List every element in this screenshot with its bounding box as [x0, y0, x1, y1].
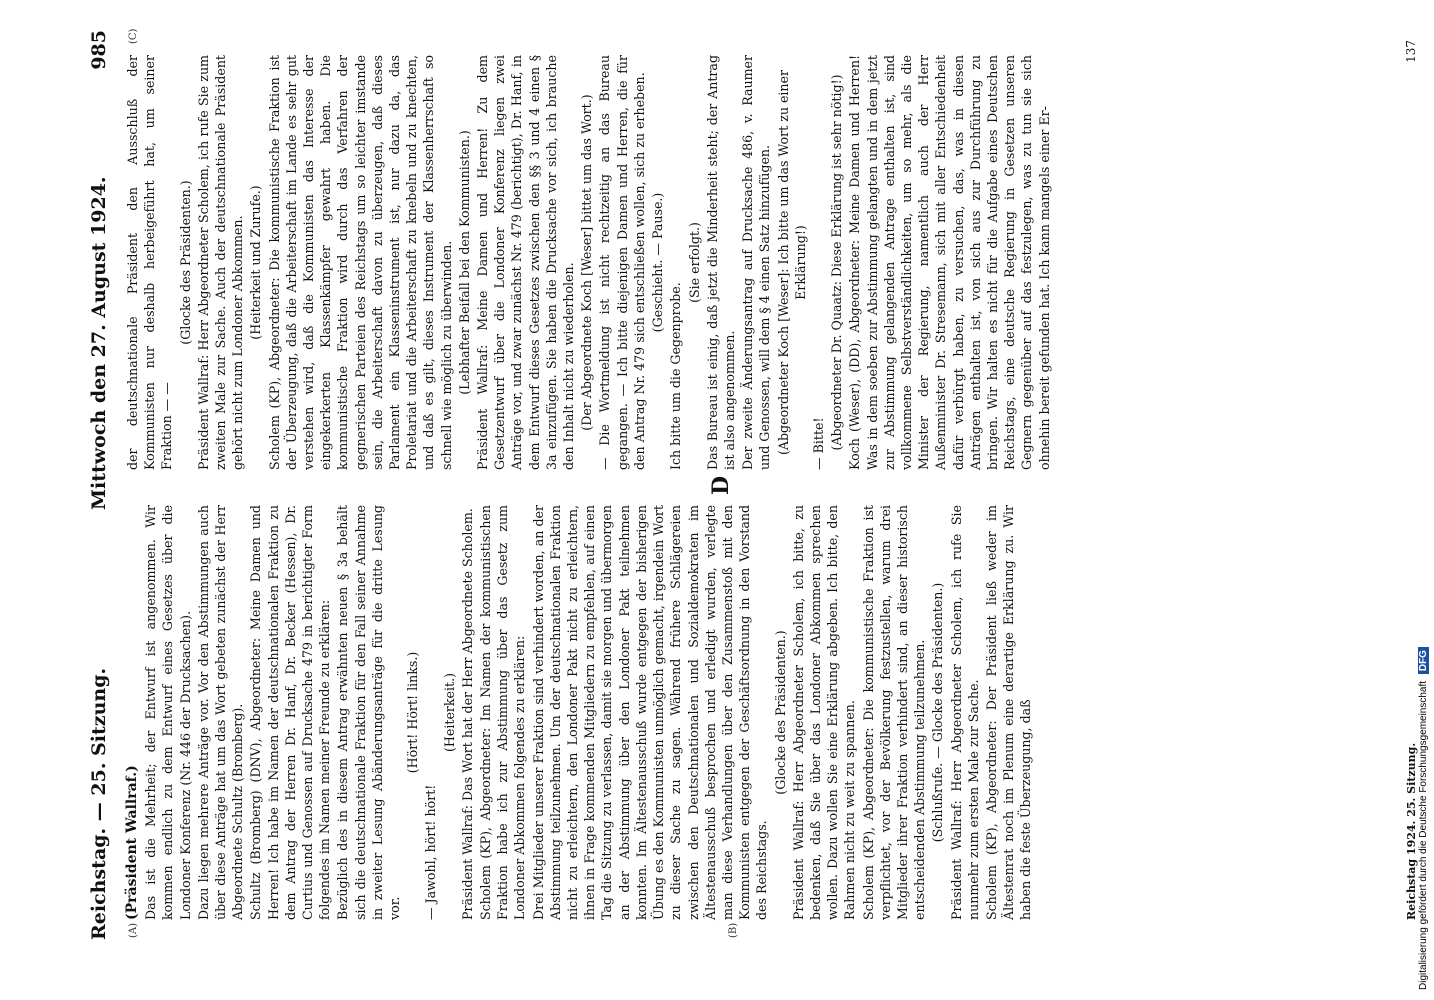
margin-marker-b: (B) — [728, 922, 739, 938]
paragraph: (Sie erfolgt.) — [686, 222, 702, 303]
paragraph: (Lebhafter Beifall bei den Kommunisten.) — [456, 130, 472, 395]
paragraph: Ich bitte um die Gegenprobe. — [668, 282, 684, 470]
paragraph: (Geschieht. — Pause.) — [650, 192, 666, 333]
paragraph: (Abgeordneter Koch [Weser]: Ich bitte um das Wort zu einer Erklärung!) — [775, 69, 808, 456]
paragraph: Das ist die Mehrheit; der Entwurf ist angenommen. Wir kommen endlich zu dem Entwurf eines Gesetzes über die Londoner Konferenz (Nr. 446 der Drucksachen). — [143, 505, 193, 920]
page-footer: Reichstag 1924. 25. Sitzung. — [1405, 742, 1418, 920]
paragraph: (Hört! Hört! links.) — [405, 651, 421, 774]
paragraph: — Bitte! — [810, 417, 826, 470]
paragraph: Drei Mitglieder unserer Fraktion sind verhindert worden, an der Abstimmung teilzunehmen. Um der deutschnationalen Fraktion nicht zu erleichtern, den Londoner Pakt nicht zu erleichtern, ihnen in Frage kommenden Mitgliedern zu empfehlen, auf einen Tag die Sitzung zu verlassen, damit sie morgen und übermorgen an der Abstimmung über den Londoner Pakt teilnehmen konnten. Im Ältestenausschuß wurde entgegen der bisherigen Übung es den Kommunisten unmöglich gemacht, irgendein Wort zu dieser Sache zu sagen. Während frühere Schlägereien zwischen den Deutschnationalen und Sozialdemokraten im Ältestenausschuß besprochen und erledigt wurden, verlegte man diese Verhandlungen über den Zusammenstoß mit den Kommunisten entgegen der Geschäftsordnung in den Vorstand des Reichstags. — [530, 505, 770, 920]
page-signature: 137 — [1404, 40, 1418, 63]
paragraph: (Schlußrufe. — Glocke des Präsidenten.) — [930, 582, 946, 843]
paragraph: Präsident Wallraf: Herr Abgeordneter Scholem, ich bitte, zu bedenken, daß Sie über das Londoner Abkommen sprechen wollen. Dazu wollen Sie eine Erklärung abgeben. Ich bitte, den Rahmen nicht zu weit zu spannen. — [790, 505, 858, 920]
paragraph: Präsident Wallraf: Herr Abgeordneter Scholem, ich rufe Sie zum zweiten Male zur Sache. Auch der deutschnationale Präsident gehört nicht zum Londoner Abkommen. — [195, 55, 246, 470]
paragraph: (Heiterkeit.) — [441, 673, 457, 752]
paragraph: Scholem (KP), Abgeordneter: Der Präsident ließ weder im Ältestenrat noch im Plenum eine derartige Erklärung zu. Wir haben die feste Überzeugung, daß — [983, 505, 1034, 920]
header-date: Mittwoch den 27. August 1924. — [88, 176, 110, 510]
paragraph: Scholem (KP), Abgeordneter: Die kommunistische Fraktion ist der Überzeugung, daß die Arbeiterschaft im Lande es sehr gut verstehen wird, daß die Kommunisten das Interesse der eingekerkerten Klassenkämpfer gewahrt haben. Die kommunistische Fraktion wird durch das Verfahren der gegnerischen Parteien des Reichstags um so leichter imstande sein, die Arbeiterschaft davon zu überzeugen, daß dieses Parlament ein Klasseninstrument ist, nur dazu da, das Proletariat und die Arbeiterschaft zu knebeln und zu knechten, und daß es gilt, dieses Instrument der Klassenherrschaft so schnell wie möglich zu überwinden. — [266, 55, 454, 470]
header-left: Reichstag. — 25. Sitzung. — [88, 667, 110, 940]
paragraph: Das Bureau ist einig, daß jetzt die Minderheit steht; der Antrag ist also angenommen. — [704, 55, 737, 470]
paragraph: Dazu liegen mehrere Anträge vor. Vor den Abstimmungen auch über diese Anträge hat um das Wort gebeten zunächst der Herr Abgeordnete Schultz (Bromberg). — [195, 505, 246, 920]
document-page — [88, 30, 1418, 940]
paragraph: (Glocke des Präsidenten.) — [177, 180, 193, 345]
paragraph: Präsident Wallraf: Das Wort hat der Herr Abgeordnete Scholem. — [459, 508, 475, 920]
paragraph: Koch (Weser), (DD), Abgeordneter: Meine Damen und Herren! Was in dem soeben zur Abstimmung gelangten und in dem jetzt zur Abstimmung gelangenden Antrage enthalten ist, sind vollkommene Selbstverständlichkeiten, um so mehr, als die Minister der Regierung, namentlich auch der Herr Außenminister Dr. Stresemann, sich mit aller Entschiedenheit dafür verbürgt haben, zu versuchen, das, was in diesen Anträgen enthalten ist, von sich aus zur Durchführung zu bringen. Wir halten es nicht für die Aufgabe eines Deutschen Reichstags, eine deutsche Regierung in Gesetzen unseren Gegnern gegenüber auf das festzulegen, was zu tun sie sich ohnehin bereit gefunden hat. Ich kann mangels einer Er- — [847, 55, 1052, 470]
paragraph: Der zweite Änderungsantrag auf Drucksache 486, v. Raumer und Genossen, will dem § 4 einen Satz hinzufügen. — [740, 55, 773, 470]
digitization-sidebar — [1418, 10, 1434, 990]
sidebar-credit-text: Digitalisierung gefördert durch die Deutsche Forschungsgemeinschaft — [1418, 680, 1429, 990]
paragraph: (Präsident Wallraf.) — [124, 765, 140, 920]
margin-marker-c: (C) — [128, 28, 139, 44]
paragraph: der deutschnationale Präsident den Ausschluß der Kommunisten nur deshalb herbeigeführt hat, um seiner Fraktion — — — [125, 55, 175, 470]
text-column-left — [124, 505, 1036, 920]
text-column-right — [124, 55, 1054, 470]
paragraph: (Glocke des Präsidenten.) — [772, 630, 788, 795]
paragraph: Scholem (KP), Abgeordneter: Die kommunistische Fraktion ist verpflichtet, vor der Bevölkerung festzustellen, warum drei Mitglieder ihrer Fraktion verhindert sind, an dieser historisch entscheidenden Abstimmung teilzunehmen. — [860, 505, 928, 920]
page-header — [88, 30, 116, 940]
paragraph: (Der Abgeordnete Koch [Weser] bittet um das Wort.) — [579, 94, 595, 431]
margin-marker-a: (A) — [128, 922, 139, 938]
margin-marker-d: D — [708, 475, 734, 495]
paragraph: (Heiterkeit und Zurufe.) — [248, 185, 264, 340]
paragraph: Scholem (KP), Abgeordneter: Im Namen der kommunistischen Fraktion habe ich zur Abstimmung über das Gesetz zum Londoner Abkommen folgendes zu erklären: — [478, 505, 528, 920]
paragraph: (Abgeordneter Dr. Quaatz: Diese Erklärung ist sehr nötig!) — [829, 74, 845, 451]
page-number: 985 — [88, 30, 110, 70]
paragraph: — Jawohl, hört! hört! — [423, 784, 439, 920]
paragraph: — Die Wortmeldung ist nicht rechtzeitig an das Bureau gegangen. — Ich bitte diejenigen Damen und Herren, die für den Antrag Nr. 479 sich entschließen wollen, sich zu erheben. — [597, 55, 647, 470]
paragraph: Präsident Wallraf: Meine Damen und Herren! Zu dem Gesetzentwurf über die Londoner Konferenz liegen zwei Anträge vor, und zwar zunächst Nr. 479 (berichtigt), Dr. Hanf, in dem Entwurf dieses Gesetzes zwischen den §§ 3 und 4 einen § 3a einzufügen. Sie haben die Drucksache vor sich, ich brauche den Inhalt nicht zu wiederholen. — [475, 55, 577, 470]
paragraph: Präsident Wallraf: Herr Abgeordneter Scholem, ich rufe Sie nunmehr zum ersten Male zur Sache. — [948, 505, 981, 920]
dfg-logo: DFG — [1418, 647, 1429, 674]
paragraph: Bezüglich des in diesem Antrag erwähnten neuen § 3a behält sich die deutschnationale Fraktion für den Fall seiner Annahme in zweiter Lesung Abänderungsanträge für die dritte Lesung vor. — [335, 505, 403, 920]
paragraph: Schultz (Bromberg) (DNV), Abgeordneter: Meine Damen und Herren! Ich habe im Namen der deutschnationalen Fraktion zu dem Antrag der Herren Dr. Hanf, Dr. Becker (Hessen), Dr. Curtius und Genossen auf Drucksache 479 in berichtigter Form folgendes im Namen meiner Freunde zu erklären: — [248, 505, 333, 920]
